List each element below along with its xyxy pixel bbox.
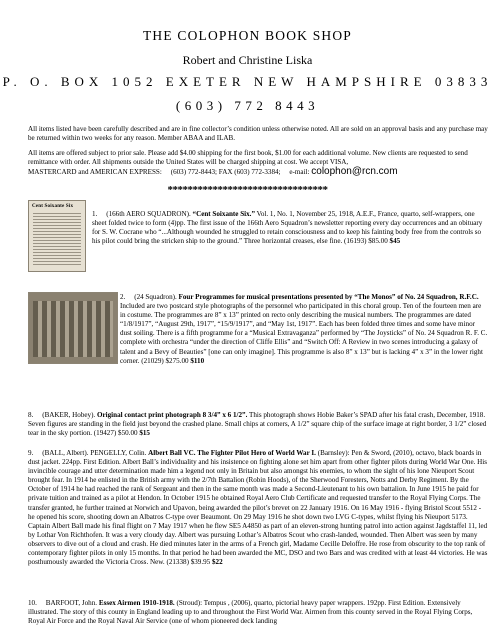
item-description: Vol. 1, No. 1, November 25, 1918, A.E.F., France, quarto, self-wrappers, one sheet folded twice to form (4)pp. The first issue of the 166th Aero Squadron’s newsletter reporting every day occurrences and an obituary for S. W. Cocrane who “...Although wounded he struggled to retain consciousness and to keep his fainting body free from the controls so his pilot could bring the stricken ship to the ground.” Three horizontal creases, else fine. (16193) $85.00 <box>92 210 483 246</box>
item-price: $15 <box>139 429 150 438</box>
item-title: Four Programmes for musical presentations presented by “The Monos” of No. 24 Squadron, R.F.C. <box>178 293 479 301</box>
email-link[interactable]: colophon@rcn.com <box>311 166 398 177</box>
item-title: “Cent Soixante Six.” <box>192 210 255 218</box>
owners-name: Robert and Christine Liska <box>182 53 313 67</box>
item-number: 2. <box>120 293 126 301</box>
item-title: Essex Airmen 1910-1918. <box>98 599 175 607</box>
list-item <box>28 449 488 567</box>
item-number: 8. <box>28 411 34 419</box>
contact-line <box>28 166 488 177</box>
newsletter-photo-caption: Cent Soixante Six <box>32 204 74 209</box>
item-description: (Stroud): Tempus , (2006), quarto, pictorial heavy paper wrappers. 192pp. First Edition. Extensively illustrated. The story of this county in England leading up to and throughout the First World War. Airmen from this county served in the Royal Flying Corps, Royal Air Force and the Royal Naval Air Service (one of whom pioneered deck landing <box>28 599 473 626</box>
terms-paragraph: All items listed have been carefully described and are in fine collector’s condition unless otherwise noted. All are sold on an approval basis and any purchase may be returned within two weeks for any reason. Member ABAA and ILAB. <box>28 125 488 143</box>
item-number: 1. <box>92 210 98 218</box>
list-item <box>28 411 488 438</box>
postal-address: P. O. BOX 1052 EXETER NEW HAMPSHIRE 03833 <box>2 74 493 89</box>
item-lead: (BALL, Albert). PENGELLY, Colin. <box>42 449 147 457</box>
newsletter-photo <box>28 200 86 272</box>
item-lead: (BAKER, Hobey). <box>42 411 96 419</box>
divider-stars: ******************************** <box>167 184 328 196</box>
item-price: $45 <box>389 237 401 246</box>
item-title: Albert Ball VC. The Fighter Pilot Hero of World War I. <box>148 449 316 457</box>
phone-fax: (603) 772-8443; FAX (603) 772-3384; <box>170 168 281 176</box>
item-price: $110 <box>190 356 205 365</box>
item-description: Included are two postcard style photographs of the personnel who participated in this choral group. Ten of the fourteen men are in costume. The programmes are 8” x 13” printed on recto only describing the musical numbers. The programmes are dated “1/8/1917”, “August 29th, 1917”, “15/9/1917”, and “May 1st, 1917”. Each has been folded three times and some have minor dust soiling. There is a fifth programme for a “Musical Extravaganza” performed by “The Joysticks” of No. 24 Squadron R. F. C. complete with orchestra “under the direction of Cliffe Ellis” and “Switch Off: A Review in two scenes introducing a galaxy of talent and a Bevy of Beauties” [one can only imagine]. This programme is also 8” x 13” but is lacking 4” x 3” in the lower right corner. (21029) $275.00 <box>120 302 488 365</box>
item-price: $22 <box>212 558 223 567</box>
item-lead: BARFOOT, John. <box>45 599 98 607</box>
item-lead: (166th AERO SQUADRON). <box>106 210 191 218</box>
phone-number: (603) 772 8443 <box>175 98 320 113</box>
item-description: This photograph shows Hobie Baker’s SPAD after his fatal crash, December, 1918. Seven figures are standing in the field just beyond the crashed plane. Small chips at corners, A 1/2” square chip of the surface image at right border, 3 1/2” closed tear in the sky portion. (19427) $50.00 <box>28 411 487 438</box>
item-lead: (24 Squadron). <box>134 293 177 301</box>
email-label: e-mail: <box>289 168 310 176</box>
item-number: 10. <box>28 599 37 607</box>
list-item <box>120 293 488 366</box>
shipping-paragraph: All items are offered subject to prior sale. Please add $4.00 shipping for the first book, $1.00 for each additional volume. New clients are requested to send remittance with order. All shipments outside the United States will be charged shipping at cost. We accept VISA, <box>28 149 468 167</box>
list-item <box>28 599 488 626</box>
list-item <box>92 210 488 246</box>
squadron-group-photo <box>28 292 118 364</box>
item-description: (Barnsley): Pen & Sword, (2010), octavo, black boards in dust jacket. 224pp. First Edition. Albert Ball’s individuality and his insistence on fighting alone set him apart from other fighter pilots during World War One. His invincible courage and utter determination made him a legend not only in Britain but also amongst his enemies, to whom the sight of his lone Nieuport Scout brought fear. In 1914 he enlisted in the British army with the 2/7th Battalion (Robin Hoods), of the Sherwood Foresters, Notts and Derby Regiment. By the October of 1914 he had reached the rank of Sergeant and then in the same month was made a Second-Lieutenant to his own battalion. In June 1915 he paid for private tuition and trained as a pilot at Hendon. In October 1915 he obtained Royal Aero Club Certificate and requested transfer to the Royal Flying Corps. The transfer granted, he further trained at Norwich and Upavon, being awarded the pilot’s brevet on 22 January 1916. On 16 May 1916 - flying Bristol Scout 5512 - he opened his score, shooting down an Albatros C-type over Beaumont. On 29 May 1916 he shot down two LVG C-types, whilst flying his Nieuport 5173. Captain Albert Ball made his final flight on 7 May 1917 when he flew SE5 A4850 as part of an eleven-strong hunting patrol into action against Jagdstaffel 11, led by Lothar Von Richthofen. It was a very cloudy day. Albert was pursuing Lothar’s Albatros Scout who crash-landed, wounded. Then Albert was seen by many observers to dive out of a cloud and crash. He died minutes later in the arms of a French girl, Madame Cecille Deloffre. He rose from obscurity to the top rank of contemporary fighter pilots in only 15 months. In that period he had been awarded the MC, DSO and two Bars and was credited with at least 44 victories. He was posthumously awarded the Victoria Cross. New. (21338) $39.95 <box>28 449 488 567</box>
cards-accepted: MASTERCARD and AMERICAN EXPRESS: <box>28 168 162 176</box>
item-title: Original contact print photograph 8 3/4” x 6 1/2”. <box>96 411 248 419</box>
item-number: 9. <box>28 449 34 457</box>
shop-name: THE COLOPHON BOOK SHOP <box>142 28 353 43</box>
